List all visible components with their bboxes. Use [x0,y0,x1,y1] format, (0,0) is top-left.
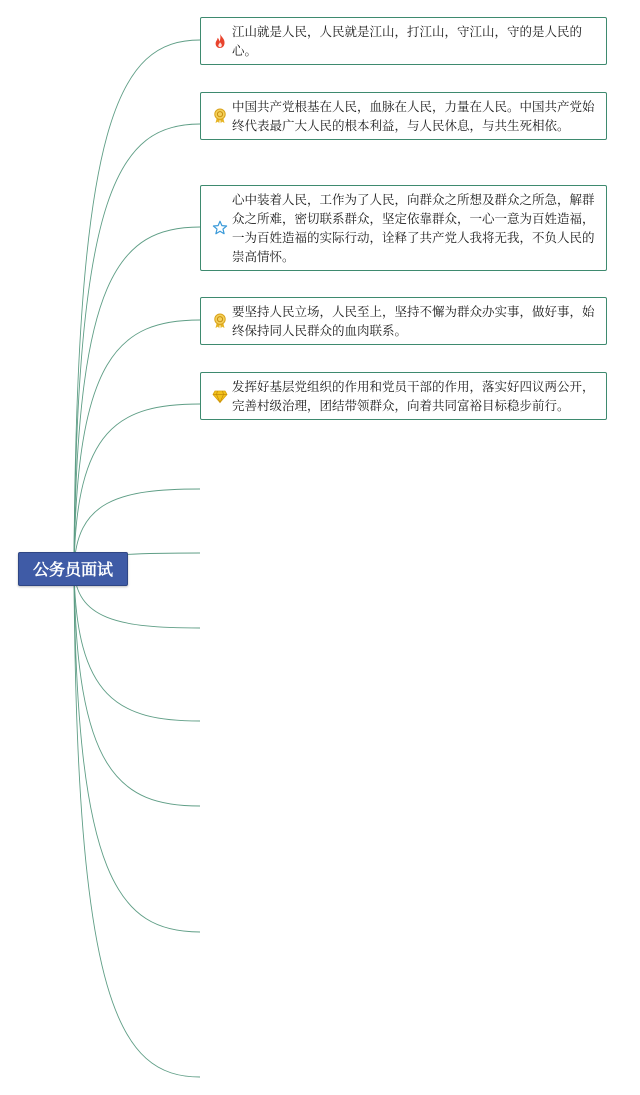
connector-line [74,569,200,806]
connector-line [74,569,200,932]
topic-node-4[interactable] [200,297,607,345]
topic-node-5[interactable] [200,372,607,420]
award-ribbon-icon [212,313,228,329]
connector-line [74,569,200,1077]
connector-line [74,569,200,721]
topic-node-2[interactable] [200,92,607,140]
root-topic-label: 公务员面试 [32,560,113,579]
award-ribbon-icon [212,108,228,124]
topic-node-3[interactable] [200,185,607,271]
fire-icon [212,33,228,49]
connector-line [74,124,200,569]
topic-text-4: 要坚持人民立场，人民至上，坚持不懈为群众办实事，做好事，始终保持同人民群众的血肉联系。 [232,304,595,338]
topic-node-1[interactable] [200,17,607,65]
topic-text-1: 江山就是人民，人民就是江山，打江山，守江山，守的是人民的心。 [232,24,583,58]
root-topic-node[interactable] [18,552,128,586]
topic-text-5: 发挥好基层党组织的作用和党员干部的作用，落实好四议两公开，完善村级治理，团结带领群众，向着共同富裕目标稳步前行。 [232,379,595,413]
star-icon [212,220,228,236]
topic-text-3: 心中装着人民，工作为了人民，向群众之所想及群众之所急，解群众之所难，密切联系群众，坚定依靠群众，一心一意为百姓造福，一为百姓造福的实际行动，诠释了共产党人我将无我，不负人民的崇高情怀。 [232,192,595,264]
connector-line [74,404,200,569]
connector-line [74,320,200,569]
topic-text-2: 中国共产党根基在人民，血脉在人民，力量在人民。中国共产党始终代表最广大人民的根本利益，与人民休息，与共生死相依。 [232,99,595,133]
diamond-icon [212,388,228,404]
